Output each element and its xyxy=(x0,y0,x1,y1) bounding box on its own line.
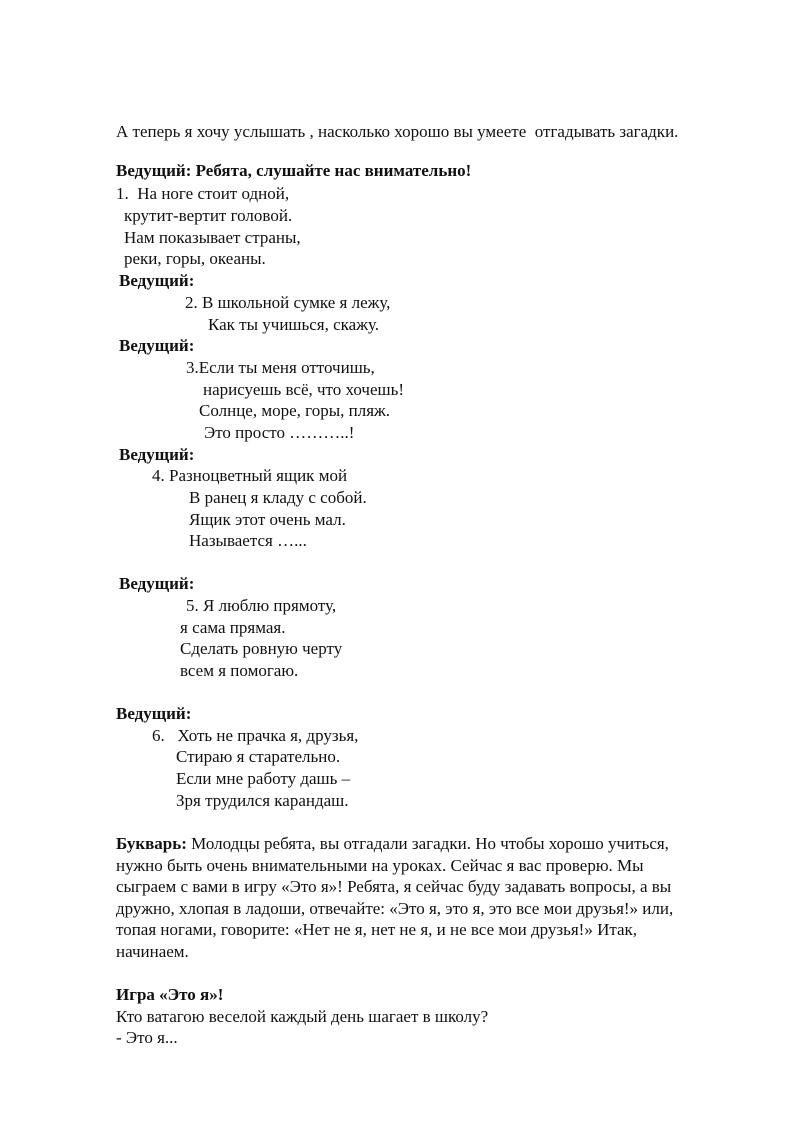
game-title: Игра «Это я»! xyxy=(116,985,224,1004)
riddle-5-line-1: 5. Я люблю прямоту, xyxy=(186,596,337,615)
intro-line: А теперь я хочу услышать , насколько хорошо вы умеете отгадывать загадки. xyxy=(116,122,679,141)
host-label-2: Ведущий: xyxy=(119,336,195,355)
bukvar-line-2: нужно быть очень внимательными на уроках. Сейчас я вас проверю. Мы xyxy=(116,856,644,875)
riddle-1-line-2: крутит-вертит головой. xyxy=(124,206,293,225)
host-heading: Ведущий: Ребята, слушайте нас внимательно! xyxy=(116,161,472,180)
riddle-5-line-2: я сама прямая. xyxy=(180,618,286,637)
bukvar-line-1 xyxy=(116,833,669,855)
bukvar-line-6: начинаем. xyxy=(116,942,189,961)
riddle-6-line-2: Стираю я старательно. xyxy=(176,747,341,766)
host-label-5: Ведущий: xyxy=(116,704,192,723)
game-question: Кто ватагою веселой каждый день шагает в школу? xyxy=(116,1007,489,1026)
riddle-5-line-3: Сделать ровную черту xyxy=(180,639,343,658)
riddle-1-line-4: реки, горы, океаны. xyxy=(124,249,266,268)
bukvar-line-4: дружно, хлопая в ладоши, отвечайте: «Это я, это я, это все мои друзья!» или, xyxy=(116,899,674,918)
bukvar-speaker: Букварь: xyxy=(116,834,187,853)
bukvar-line-3: сыграем с вами в игру «Это я»! Ребята, я сейчас буду задавать вопросы, а вы xyxy=(116,877,672,896)
riddle-1-line-3: Нам показывает страны, xyxy=(124,228,301,247)
riddle-3-line-3: Солнце, море, горы, пляж. xyxy=(199,401,391,420)
bukvar-text-1: Молодцы ребята, вы отгадали загадки. Но чтобы хорошо учиться, xyxy=(186,834,669,853)
host-label-1: Ведущий: xyxy=(119,271,195,290)
riddle-2-line-2: Как ты учишься, скажу. xyxy=(208,315,380,334)
riddle-6-line-4: Зря трудился карандаш. xyxy=(176,791,349,810)
riddle-3-line-2: нарисуешь всё, что хочешь! xyxy=(203,380,405,399)
host-label-3: Ведущий: xyxy=(119,445,195,464)
riddle-5-line-4: всем я помогаю. xyxy=(180,661,299,680)
host-label-4: Ведущий: xyxy=(119,574,195,593)
riddle-6-line-3: Если мне работу дашь – xyxy=(176,769,351,788)
riddle-3-line-4: Это просто ………..! xyxy=(204,423,355,442)
riddle-3-line-1: 3.Если ты меня отточишь, xyxy=(186,358,375,377)
game-answer: - Это я... xyxy=(116,1028,178,1047)
riddle-1-line-1: 1. На ноге стоит одной, xyxy=(116,184,290,203)
riddle-6-line-1: 6. Хоть не прачка я, друзья, xyxy=(152,726,359,745)
riddle-4-line-4: Называется …... xyxy=(189,531,307,550)
bukvar-line-5: топая ногами, говорите: «Нет не я, нет не я, и не все мои друзья!» Итак, xyxy=(116,920,638,939)
riddle-4-line-3: Ящик этот очень мал. xyxy=(189,510,346,529)
riddle-2-line-1: 2. В школьной сумке я лежу, xyxy=(185,293,391,312)
riddle-4-line-2: В ранец я кладу с собой. xyxy=(189,488,367,507)
riddle-4-line-1: 4. Разноцветный ящик мой xyxy=(152,466,348,485)
